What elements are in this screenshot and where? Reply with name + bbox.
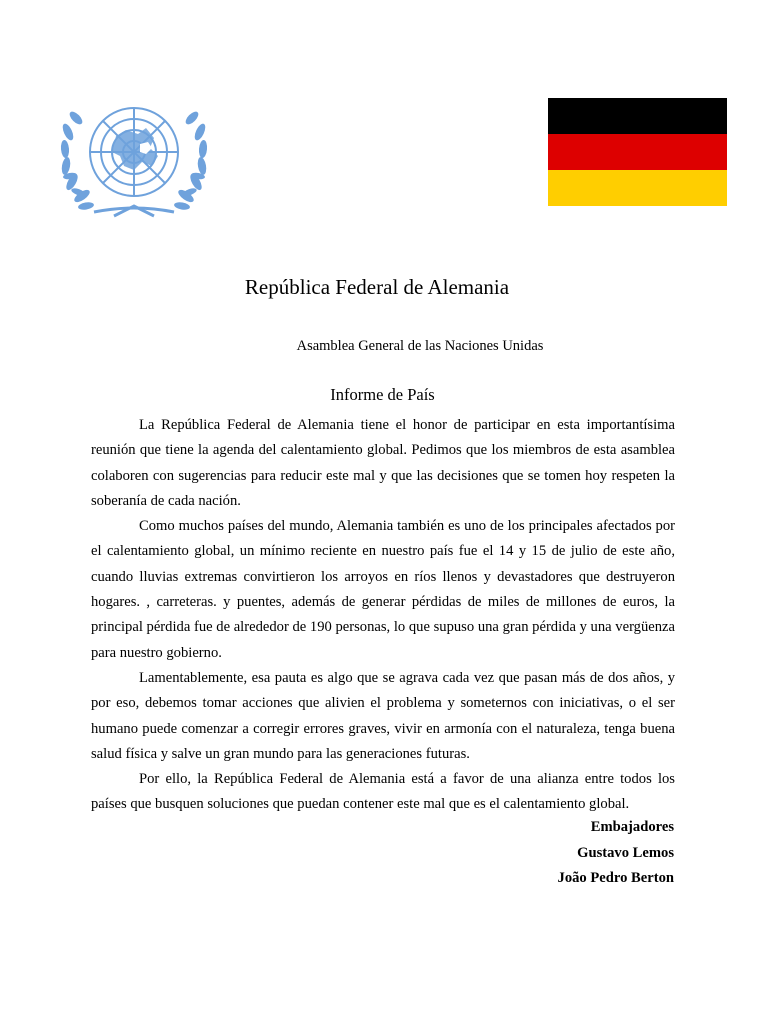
germany-flag-icon	[548, 98, 727, 206]
flag-stripe-gold	[548, 170, 727, 206]
un-emblem-icon	[54, 96, 214, 220]
body-text	[91, 413, 675, 818]
signature-block	[400, 815, 674, 892]
paragraph: Lamentablemente, esa pauta es algo que se agrava cada vez que pasan más de dos años, y por eso, debemos tomar acciones que alivien el problema y someternos con iniciativas, o el ser humano puede comenzar a corregir errores graves, vivir en armonía con el naturaleza, tenga buena salud física y salve un gran mundo para las generaciones futuras.	[91, 669, 675, 762]
paragraph: Por ello, la República Federal de Alemania está a favor de una alianza entre todos los países que busquen soluciones que puedan contener este mal que es el calentamiento global.	[91, 771, 675, 813]
paragraph: La República Federal de Alemania tiene el honor de participar en esta importantísima reunión que tiene la agenda del calentamiento global. Pedimos que los miembros de esta asamblea colaboren con sugerencias para reducir este mal y que las decisiones que se tomen hoy respeten la soberanía de cada nación.	[91, 417, 675, 509]
flag-stripe-black	[548, 98, 727, 134]
paragraph: Como muchos países del mundo, Alemania también es uno de los principales afectados por el calentamiento global, un mínimo reciente en nuestro país fue el 14 y 15 de julio de este año, cuando lluvias extremas convirtieron los arroyos en ríos llenos y devastadores que destruyeron hogares. , carreteras. y puentes, además de generar pérdidas de miles de millones de euros, la principal pérdida fue de alrededor de 190 personas, lo que supuso una gran pérdida y una vergüenza para nuestro gobierno.	[91, 518, 675, 661]
signature-name: Gustavo Lemos	[577, 844, 674, 861]
signature-role: Embajadores	[590, 819, 674, 835]
section-heading: Informe de País	[330, 385, 435, 404]
document-title: República Federal de Alemania	[244, 275, 510, 299]
document-subtitle: Asamblea General de las Naciones Unidas	[296, 338, 544, 354]
flag-stripe-red	[548, 134, 727, 170]
signature-name: João Pedro Berton	[557, 870, 674, 886]
